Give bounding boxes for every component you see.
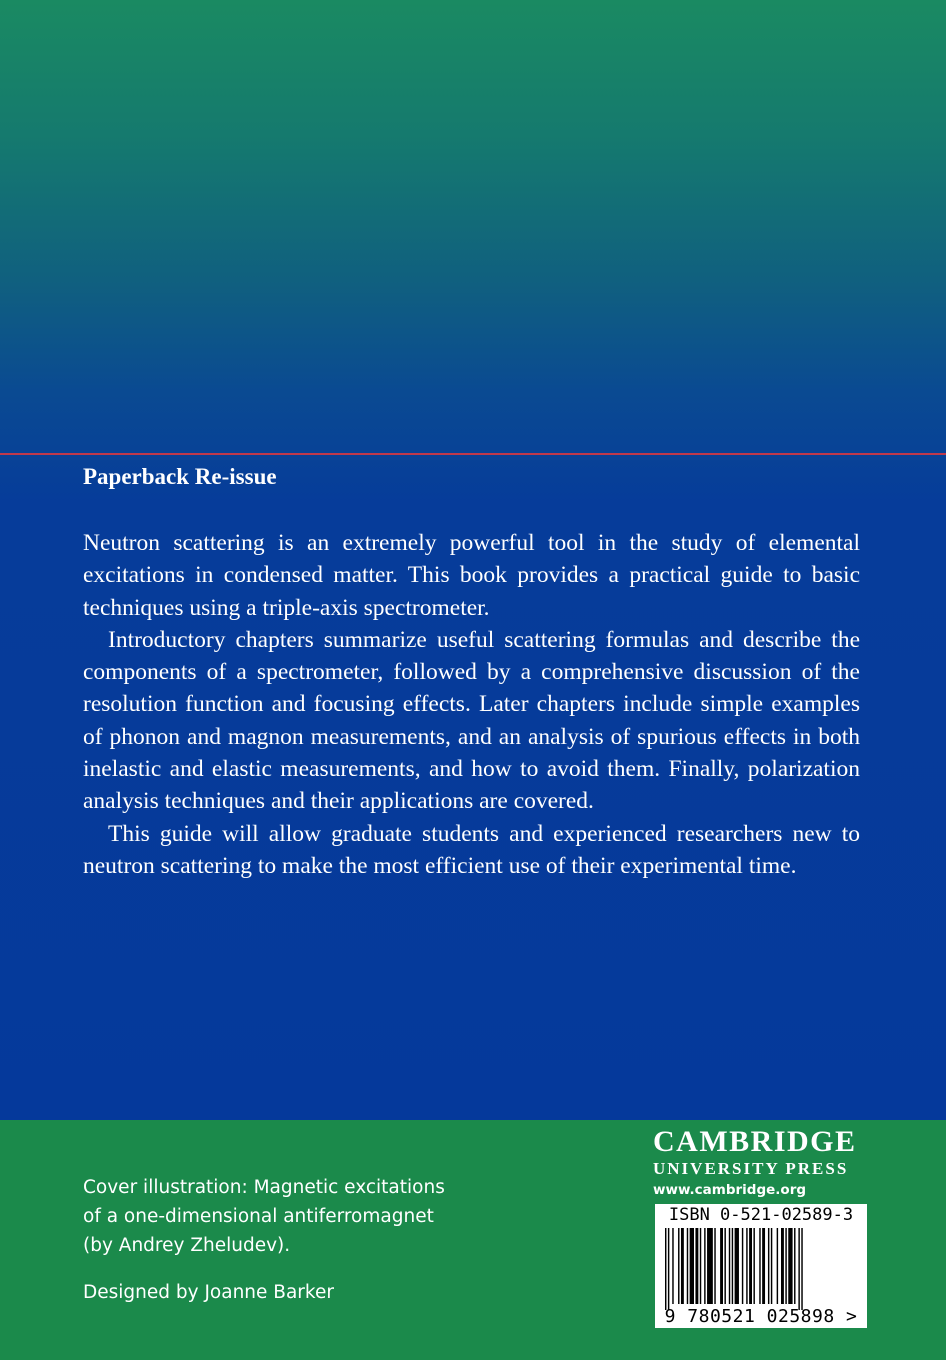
barcode-bar — [753, 1228, 754, 1304]
barcode-bar — [665, 1228, 666, 1310]
cover-credit-line: Cover illustration: Magnetic excitations — [83, 1177, 445, 1198]
barcode-bar — [704, 1228, 705, 1304]
barcode-bar — [690, 1228, 694, 1304]
isbn-number: ISBN 0-521-02589-3 — [668, 1205, 854, 1225]
barcode-bar — [668, 1228, 669, 1310]
description-paragraph: This guide will allow graduate students and experienced researchers new to neutron scattering to make the most efficient use of their experimental time. — [83, 820, 860, 879]
barcode-bar — [700, 1228, 701, 1304]
barcode-bar — [801, 1228, 802, 1310]
barcode-digits: 9 780521 025898 > — [664, 1306, 858, 1327]
edition-label: Paperback Re-issue — [83, 464, 277, 489]
publisher-subtitle: UNIVERSITY PRESS — [653, 1159, 849, 1178]
designer-credit: Designed by Joanne Barker — [83, 1282, 334, 1303]
divider-rule — [0, 453, 946, 455]
barcode-bar — [781, 1228, 784, 1304]
publisher-url: www.cambridge.org — [653, 1182, 807, 1198]
barcode-bar — [729, 1228, 730, 1304]
cover-credit — [83, 1173, 445, 1260]
barcode-bar — [678, 1228, 679, 1304]
barcode-bar — [785, 1228, 786, 1304]
barcode-bar — [735, 1228, 739, 1304]
barcode-bar — [732, 1228, 733, 1304]
barcode-bar — [798, 1228, 799, 1310]
barcode-bar — [720, 1228, 723, 1304]
description-block — [83, 527, 860, 882]
description-paragraph: Introductory chapters summarize useful scattering formulas and describe the components of a spectrometer, followed by a comprehensive discussion of the resolution function and focusing effects. Later chapters include simple examples of phonon and magnon measurements, and an analysis of spurious effects in both inelastic and elastic measurements, and how to avoid them. Finally, polarization analysis techniques and their applications are covered. — [83, 626, 860, 815]
cover-credit-line: of a one-dimensional antiferromagnet — [83, 1206, 434, 1227]
description-paragraph: Neutron scattering is an extremely powerful tool in the study of elemental excitations in condensed matter. This book provides a practical guide to basic techniques using a triple-axis spectrometer. — [83, 530, 860, 621]
publisher-logo — [653, 1125, 865, 1198]
barcode-bar — [672, 1228, 673, 1304]
barcode-bar — [777, 1228, 778, 1304]
barcode-bar — [681, 1228, 684, 1304]
barcode-bar — [742, 1228, 743, 1304]
barcode-bar — [724, 1228, 725, 1304]
barcode-bar — [762, 1228, 765, 1304]
barcode-bar — [714, 1228, 715, 1304]
barcode-bar — [788, 1228, 792, 1304]
barcode-bar — [759, 1228, 760, 1304]
barcode-bar — [695, 1228, 698, 1304]
barcode-bar — [768, 1228, 769, 1304]
barcode-bar — [707, 1228, 713, 1304]
barcode-bar — [794, 1228, 795, 1304]
cover-credit-line: (by Andrey Zheludev). — [83, 1235, 291, 1256]
publisher-name: CAMBRIDGE — [653, 1125, 857, 1158]
barcode-panel — [655, 1204, 867, 1328]
barcode-bar — [687, 1228, 688, 1304]
barcode-bar — [771, 1228, 772, 1304]
barcode-bar — [746, 1228, 747, 1304]
barcode-bar — [749, 1228, 752, 1304]
